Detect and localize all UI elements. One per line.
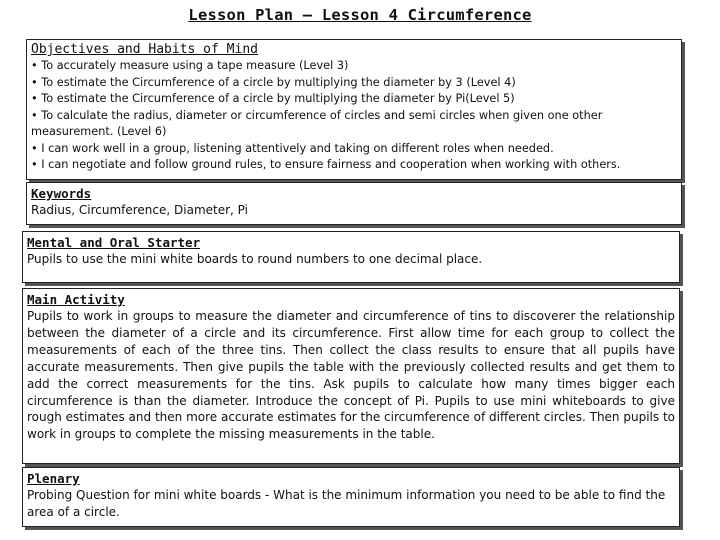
main-activity-box bbox=[22, 288, 680, 464]
main-activity-text: Pupils to work in groups to measure the diameter and circumference of tins to discoverer the relationship between the diameter of a circle and its circumference. First allow time for each group to collect the measurements of each of the three tins. Then collect the class results to ensure that all pupils have accurate measurements. Then give pupils the table with the previously collected results and get them to add the correct measurements for the tins. Ask pupils to calculate how many times bigger each circumference is than the diameter. Introduce the concept of Pi. Pupils to use mini whiteboards to give rough estimates and then more accurate estimates for the circumference of different circles. Then pupils to work in groups to complete the missing measurements in the table. bbox=[27, 309, 675, 442]
keywords-box bbox=[26, 182, 682, 225]
starter-box bbox=[22, 231, 680, 283]
plenary-text: Probing Question for mini white boards - What is the minimum information you need to be able to find the area of a circle. bbox=[27, 488, 666, 519]
objective-item: • I can negotiate and follow ground rules, to ensure fairness and cooperation when working with others. bbox=[31, 158, 621, 171]
objective-item: • To calculate the radius, diameter or circumference of circles and semi circles when given one other measurement. (Level 6) bbox=[31, 108, 603, 138]
objective-item: • To accurately measure using a tape measure (Level 3) bbox=[31, 59, 349, 72]
keywords-heading: Keywords bbox=[31, 186, 92, 201]
plenary-box bbox=[22, 467, 680, 527]
objective-item: • I can work well in a group, listening attentively and taking on different roles when needed. bbox=[31, 141, 554, 155]
starter-heading: Mental and Oral Starter bbox=[27, 235, 201, 250]
page-title: Lesson Plan – Lesson 4 Circumference bbox=[188, 6, 532, 24]
starter-text: Pupils to use the mini white boards to round numbers to one decimal place. bbox=[27, 252, 483, 266]
main-activity-heading: Main Activity bbox=[27, 292, 125, 307]
objectives-box bbox=[26, 39, 682, 180]
keywords-text: Radius, Circumference, Diameter, Pi bbox=[31, 203, 248, 217]
objectives-heading: Objectives and Habits of Mind bbox=[31, 42, 258, 57]
objective-item: • To estimate the Circumference of a circle by multiplying the diameter by 3 (Level 4) bbox=[31, 75, 516, 89]
objective-item: • To estimate the Circumference of a circle by multiplying the diameter by Pi(Level 5) bbox=[31, 92, 515, 105]
plenary-heading: Plenary bbox=[27, 471, 80, 486]
